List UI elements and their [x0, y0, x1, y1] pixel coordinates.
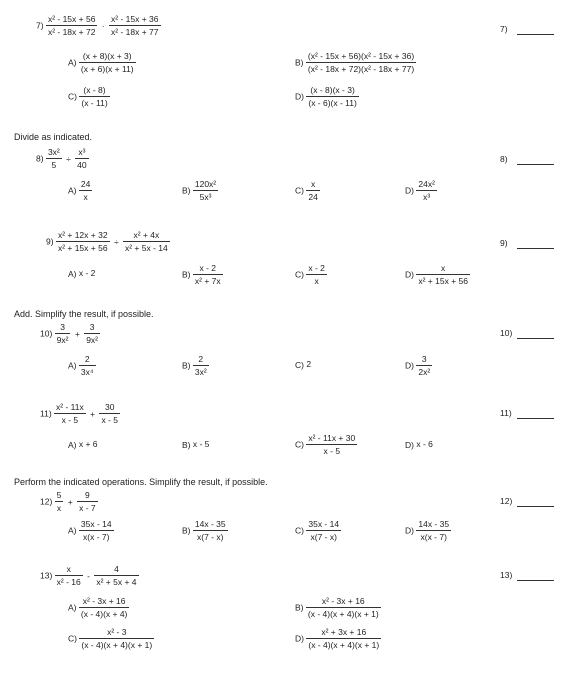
question-number: 7): [36, 20, 44, 31]
operator: ÷: [66, 153, 71, 164]
choice-b[interactable]: B) $\frac{x - 2}{\text{x² + 7x}}$: [182, 263, 221, 286]
operator: ·: [101, 20, 105, 31]
section-heading: Perform the indicated operations. Simplify the result, if possible.: [14, 477, 268, 487]
choice-c[interactable]: C) $\frac{\text{x² - 3}}{(x - 4)(x + 4)(x + 1)}$: [68, 627, 153, 650]
fraction: $\frac{9}{x - 7}$: [79, 490, 96, 513]
choice-a[interactable]: A) $\frac{(x + 8)(x + 3)}{(x + 6)(x + 11)}$: [68, 51, 134, 74]
answer-blank[interactable]: [517, 164, 554, 165]
choice-c[interactable]: C) $\frac{\text{x² - 11x + 30}}{x - 5}$: [295, 433, 356, 456]
answer-blank[interactable]: [517, 418, 554, 419]
answer-blank[interactable]: [517, 580, 554, 581]
answer-number: 7): [500, 24, 508, 34]
choice-b[interactable]: B) $\frac{14x - 35}{x(7 - x)}$: [182, 519, 226, 542]
fraction: $\frac{3}{\text{9x²}}$: [56, 322, 69, 345]
choice-b[interactable]: B) $\frac{\text{120x²}}{\text{5x³}}$: [182, 179, 217, 202]
choice-d[interactable]: D) $\frac{x}{\text{x² + 15x + 56}}$: [405, 263, 468, 286]
choice-d[interactable]: D) x - 6: [405, 439, 433, 450]
answer-blank[interactable]: [517, 338, 554, 339]
section-heading: Add. Simplify the result, if possible.: [14, 309, 154, 319]
choice-d[interactable]: D) $\frac{3}{\text{2x²}}$: [405, 354, 431, 377]
question-8: [36, 146, 89, 171]
question-10: [40, 321, 100, 346]
answer-blank[interactable]: [517, 34, 554, 35]
choice-c[interactable]: C) $\frac{x}{24}$: [295, 179, 318, 202]
choice-b[interactable]: B) $\frac{\text{x² - 3x + 16}}{(x - 4)(x + 4)(x + 1)}$: [295, 596, 379, 619]
question-13: [40, 563, 139, 588]
answer-blank[interactable]: [517, 506, 554, 507]
choice-d[interactable]: D) $\frac{\text{x² + 3x + 16}}{(x - 4)(x + 4)(x + 1)}$: [295, 627, 380, 650]
choice-c[interactable]: C) 2: [295, 359, 312, 370]
question-12: [40, 489, 98, 514]
choice-b[interactable]: B) $\frac{\text{(x² - 15x + 56)(x² - 15x + 36)}}{\text{(x² - 18x + 72)(x² - 18x + 77)}}$: [295, 51, 415, 74]
operator: +: [67, 496, 73, 507]
question-7: [36, 13, 161, 38]
fraction: $\frac{\text{x² - 15x + 36}}{\text{x² - 18x + 77}}$: [111, 14, 159, 37]
question-number: 11): [40, 408, 52, 419]
fraction: $\frac{3}{\text{9x²}}$: [86, 322, 99, 345]
answer-number: 9): [500, 238, 508, 248]
question-number: 9): [46, 236, 54, 247]
answer-number: 11): [500, 408, 512, 418]
question-number: 8): [36, 153, 44, 164]
choice-d[interactable]: D) $\frac{(x - 8)(x - 3)}{(x - 6)(x - 11)}$: [295, 85, 357, 108]
answer-number: 13): [500, 570, 513, 580]
choice-c[interactable]: C) $\frac{x - 2}{x}$: [295, 263, 325, 286]
choice-d[interactable]: D) $\frac{14x - 35}{x(x - 7)}$: [405, 519, 450, 542]
operator: +: [74, 328, 80, 339]
choice-c[interactable]: C) $\frac{35x - 14}{x(7 - x)}$: [295, 519, 340, 542]
choice-b[interactable]: B) $\frac{2}{\text{3x²}}$: [182, 354, 207, 377]
question-number: 13): [40, 570, 53, 581]
choice-c[interactable]: C) $\frac{(x - 8)}{(x - 11)}$: [68, 85, 108, 108]
answer-number: 12): [500, 496, 513, 506]
choice-a[interactable]: A) $\frac{35x - 14}{x(x - 7)}$: [68, 519, 112, 542]
choice-a[interactable]: A) x - 2: [68, 268, 96, 279]
question-11: [40, 401, 120, 426]
fraction: $\frac{5}{x}$: [56, 490, 62, 513]
answer-blank[interactable]: [517, 248, 554, 249]
choice-a[interactable]: A) $\frac{24}{x}$: [68, 179, 91, 202]
question-number: 12): [40, 496, 53, 507]
fraction: $\frac{\text{x³}}{40}$: [77, 147, 87, 170]
choice-a[interactable]: A) x + 6: [68, 439, 98, 450]
choice-a[interactable]: A) $\frac{\text{x² - 3x + 16}}{(x - 4)(x + 4)}$: [68, 596, 128, 619]
fraction: $\frac{x}{\text{x² - 16}}$: [56, 564, 81, 587]
fraction: $\frac{\text{x² + 12x + 32}}{\text{x² + 15x + 56}}$: [57, 230, 108, 253]
question-number: 10): [40, 328, 53, 339]
question-9: [46, 229, 170, 254]
operator: +: [90, 408, 96, 419]
fraction: $\frac{30}{x - 5}$: [101, 402, 118, 425]
choice-b[interactable]: B) x - 5: [182, 439, 210, 450]
fraction: $\frac{4}{\text{x² + 5x + 4}}$: [96, 564, 137, 587]
answer-number: 10): [500, 328, 513, 338]
fraction: $\frac{\text{3x²}}{5}$: [47, 147, 60, 170]
operator: -: [87, 570, 90, 581]
answer-number: 8): [500, 154, 508, 164]
fraction: $\frac{\text{x² - 11x}}{x - 5}$: [56, 402, 84, 425]
operator: ÷: [113, 236, 119, 247]
choice-d[interactable]: D) $\frac{\text{24x²}}{\text{x³}}$: [405, 179, 435, 202]
fraction: $\frac{\text{x² + 4x}}{\text{x² + 5x - 14}}$: [124, 230, 168, 253]
section-heading: Divide as indicated.: [14, 132, 93, 142]
choice-a[interactable]: A) $\frac{2}{\text{3x⁴}}$: [68, 354, 94, 377]
fraction: $\frac{\text{x² - 15x + 56}}{\text{x² - 18x + 72}}$: [47, 14, 96, 37]
